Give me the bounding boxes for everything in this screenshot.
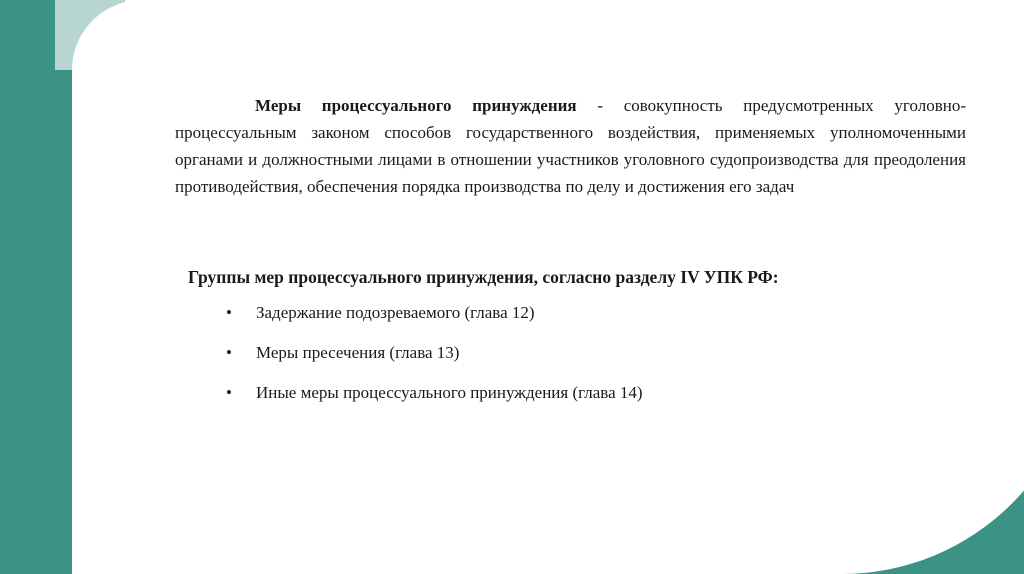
list-item-text: Задержание подозреваемого (глава 12)	[256, 303, 535, 322]
definition-paragraph	[175, 92, 966, 200]
left-teal-band	[0, 0, 72, 574]
groups-heading: Группы мер процессуального принуждения, согласно разделу IV УПК РФ:	[188, 267, 779, 287]
bullet-icon: •	[226, 343, 232, 362]
definition-text: - совокупность предусмотренных уголовно-процессуальным законом способов государственного воздействия, применяемых уполномоченными органами и должностными лицами в отношении участников уголовного судопроизводства для преодоления противодействия, обеспечения порядка производства по делу и достижения его задач	[175, 96, 966, 196]
list-item	[226, 297, 643, 337]
bullet-icon: •	[226, 303, 232, 322]
bullet-icon: •	[226, 383, 232, 402]
list-item	[226, 337, 643, 377]
list-item	[226, 377, 643, 417]
list-item-text: Меры пресечения (глава 13)	[256, 343, 460, 362]
measure-list	[226, 297, 643, 417]
list-item-text: Иные меры процессуального принуждения (глава 14)	[256, 383, 643, 402]
definition-term: Меры процессуального принуждения	[255, 96, 577, 115]
